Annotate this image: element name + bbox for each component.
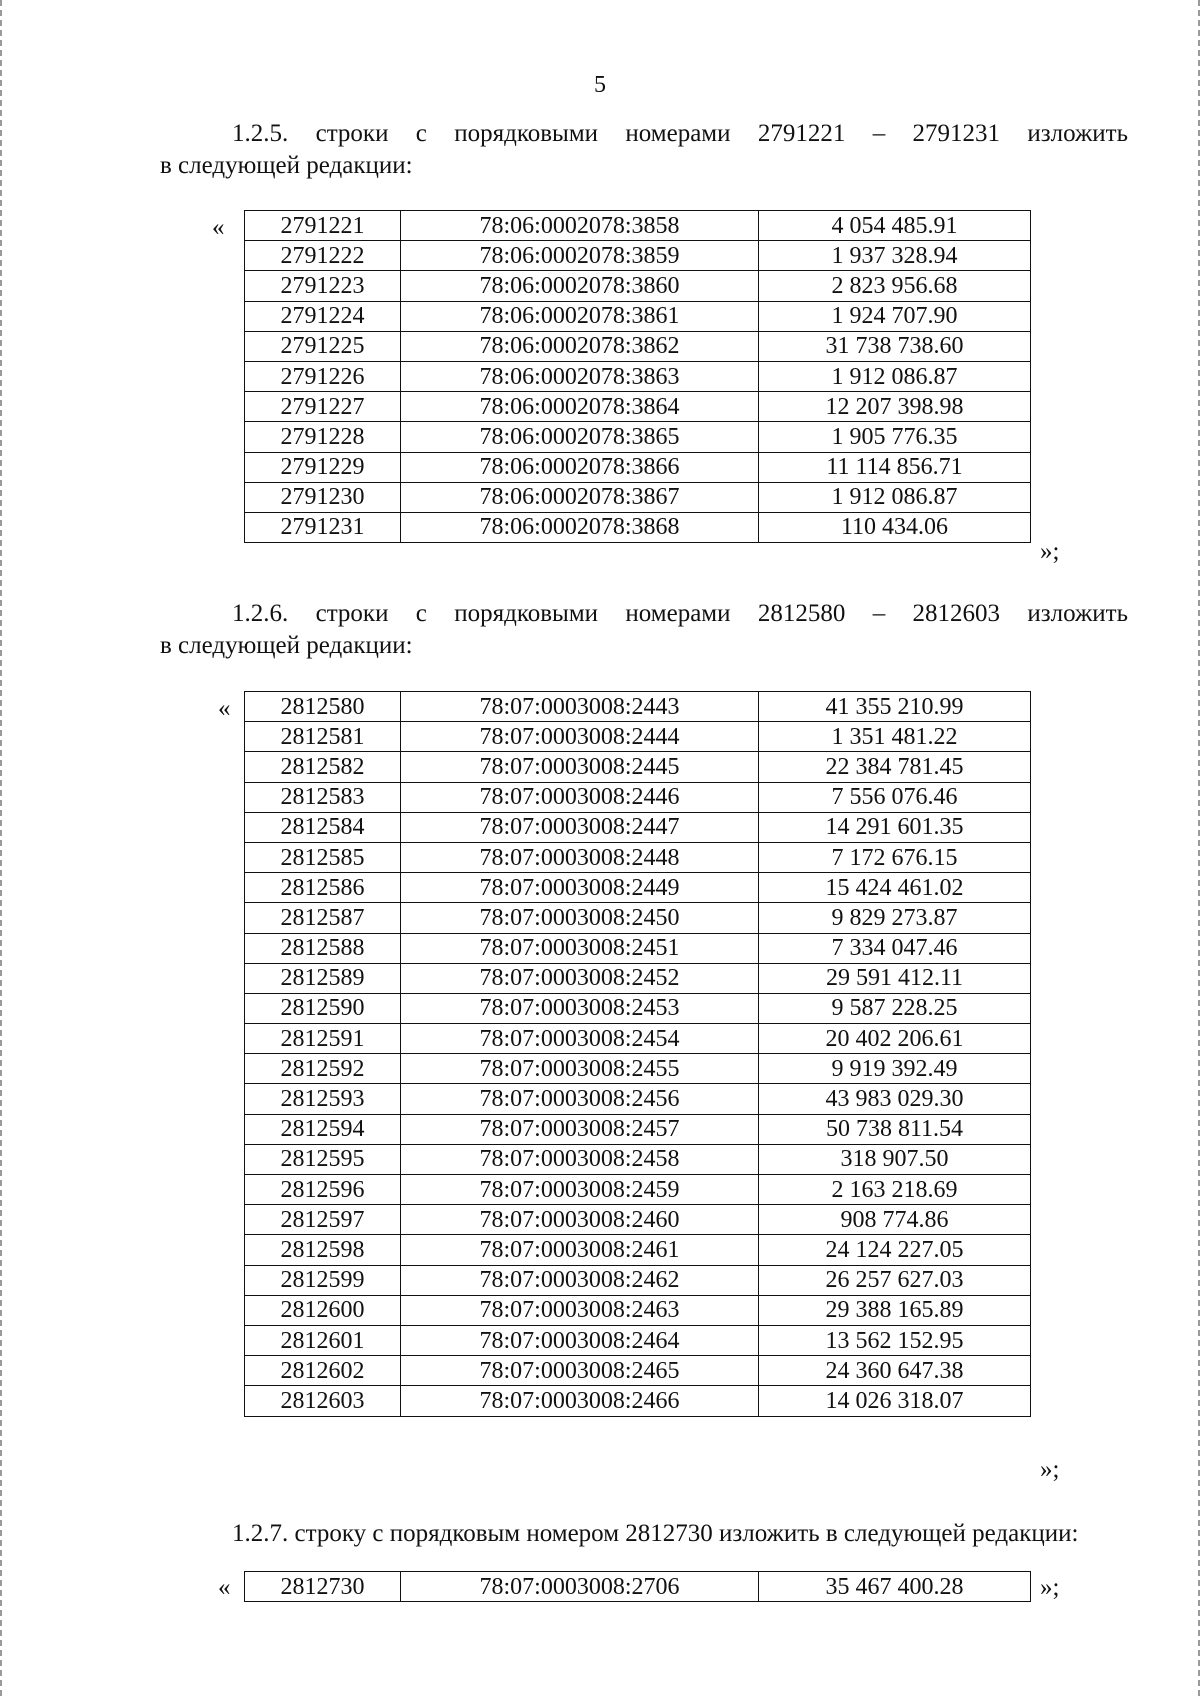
table-row bbox=[245, 1205, 1031, 1235]
section-1-2-6-heading bbox=[160, 598, 1128, 662]
value-cell: 24 124 227.05 bbox=[759, 1235, 1031, 1265]
value-cell: 35 467 400.28 bbox=[759, 1572, 1031, 1602]
value-cell: 31 738 738.60 bbox=[759, 331, 1031, 361]
value-cell: 50 738 811.54 bbox=[759, 1114, 1031, 1144]
table-row bbox=[245, 361, 1031, 391]
row-number-cell: 2791225 bbox=[245, 331, 401, 361]
cadastral-number-cell: 78:06:0002078:3868 bbox=[401, 512, 759, 542]
row-number-cell: 2791230 bbox=[245, 482, 401, 512]
table-row bbox=[245, 963, 1031, 993]
cadastral-number-cell: 78:06:0002078:3866 bbox=[401, 452, 759, 482]
cadastral-number-cell: 78:07:0003008:2452 bbox=[401, 963, 759, 993]
value-cell: 41 355 210.99 bbox=[759, 692, 1031, 722]
table-row bbox=[245, 782, 1031, 812]
quote-close: »; bbox=[1040, 1574, 1060, 1601]
section-1-2-7-heading bbox=[160, 1518, 1128, 1550]
value-cell: 318 907.50 bbox=[759, 1144, 1031, 1174]
cadastral-number-cell: 78:06:0002078:3863 bbox=[401, 361, 759, 391]
quote-close: »; bbox=[1040, 538, 1060, 565]
value-cell: 9 829 273.87 bbox=[759, 903, 1031, 933]
section-heading-line-1: 1.2.7. строку с порядковым номером 2812730 изложить в следующей редакции: bbox=[232, 1520, 1079, 1547]
table-section-1-2-5 bbox=[244, 210, 1031, 543]
row-number-cell: 2812592 bbox=[245, 1054, 401, 1084]
cadastral-number-cell: 78:07:0003008:2462 bbox=[401, 1265, 759, 1295]
cadastral-number-cell: 78:07:0003008:2465 bbox=[401, 1356, 759, 1386]
table-row bbox=[245, 993, 1031, 1023]
cadastral-number-cell: 78:07:0003008:2461 bbox=[401, 1235, 759, 1265]
row-number-cell: 2791226 bbox=[245, 361, 401, 391]
section-heading-line-2: в следующей редакции: bbox=[160, 632, 413, 659]
value-cell: 908 774.86 bbox=[759, 1205, 1031, 1235]
cadastral-number-cell: 78:07:0003008:2455 bbox=[401, 1054, 759, 1084]
table-row bbox=[245, 1572, 1031, 1602]
value-cell: 1 924 707.90 bbox=[759, 301, 1031, 331]
section-1-2-5-heading bbox=[160, 118, 1128, 182]
table-row bbox=[245, 301, 1031, 331]
row-number-cell: 2791223 bbox=[245, 271, 401, 301]
value-cell: 24 360 647.38 bbox=[759, 1356, 1031, 1386]
cadastral-number-cell: 78:06:0002078:3859 bbox=[401, 241, 759, 271]
quote-open: « bbox=[218, 1574, 231, 1601]
row-number-cell: 2812596 bbox=[245, 1175, 401, 1205]
table-row bbox=[245, 211, 1031, 241]
row-number-cell: 2812582 bbox=[245, 752, 401, 782]
table-row bbox=[245, 331, 1031, 361]
table-row bbox=[245, 1144, 1031, 1174]
cadastral-number-cell: 78:07:0003008:2449 bbox=[401, 873, 759, 903]
cadastral-number-cell: 78:07:0003008:2447 bbox=[401, 812, 759, 842]
scan-right-edge bbox=[1195, 0, 1200, 1696]
page-number: 5 bbox=[594, 72, 606, 98]
table-row bbox=[245, 1235, 1031, 1265]
value-cell: 1 905 776.35 bbox=[759, 422, 1031, 452]
cadastral-number-cell: 78:07:0003008:2458 bbox=[401, 1144, 759, 1174]
table-row bbox=[245, 512, 1031, 542]
row-number-cell: 2812601 bbox=[245, 1325, 401, 1355]
value-cell: 20 402 206.61 bbox=[759, 1024, 1031, 1054]
table-section-1-2-6 bbox=[244, 691, 1031, 1417]
cadastral-number-cell: 78:07:0003008:2454 bbox=[401, 1024, 759, 1054]
section-heading-line-1: 1.2.6. строки с порядковыми номерами 2812580 – 2812603 изложить bbox=[232, 600, 1128, 627]
value-cell: 12 207 398.98 bbox=[759, 392, 1031, 422]
row-number-cell: 2812594 bbox=[245, 1114, 401, 1144]
value-cell: 1 937 328.94 bbox=[759, 241, 1031, 271]
row-number-cell: 2812589 bbox=[245, 963, 401, 993]
cadastral-number-cell: 78:07:0003008:2456 bbox=[401, 1084, 759, 1114]
table-row bbox=[245, 752, 1031, 782]
table-row bbox=[245, 1325, 1031, 1355]
cadastral-number-cell: 78:07:0003008:2443 bbox=[401, 692, 759, 722]
row-number-cell: 2812597 bbox=[245, 1205, 401, 1235]
row-number-cell: 2812588 bbox=[245, 933, 401, 963]
row-number-cell: 2791228 bbox=[245, 422, 401, 452]
table-row bbox=[245, 722, 1031, 752]
table-row bbox=[245, 692, 1031, 722]
table-row bbox=[245, 903, 1031, 933]
value-cell: 7 556 076.46 bbox=[759, 782, 1031, 812]
value-cell: 1 912 086.87 bbox=[759, 361, 1031, 391]
section-heading-line-2: в следующей редакции: bbox=[160, 152, 413, 179]
row-number-cell: 2812586 bbox=[245, 873, 401, 903]
row-number-cell: 2812593 bbox=[245, 1084, 401, 1114]
quote-open: « bbox=[218, 695, 231, 722]
table-row bbox=[245, 1295, 1031, 1325]
value-cell: 22 384 781.45 bbox=[759, 752, 1031, 782]
value-cell: 11 114 856.71 bbox=[759, 452, 1031, 482]
cadastral-number-cell: 78:06:0002078:3864 bbox=[401, 392, 759, 422]
cadastral-number-cell: 78:07:0003008:2464 bbox=[401, 1325, 759, 1355]
table-row bbox=[245, 1084, 1031, 1114]
table-row bbox=[245, 933, 1031, 963]
value-cell: 14 026 318.07 bbox=[759, 1386, 1031, 1416]
value-cell: 2 823 956.68 bbox=[759, 271, 1031, 301]
row-number-cell: 2812602 bbox=[245, 1356, 401, 1386]
table-row bbox=[245, 1356, 1031, 1386]
table-row bbox=[245, 392, 1031, 422]
table-row bbox=[245, 452, 1031, 482]
cadastral-number-cell: 78:07:0003008:2450 bbox=[401, 903, 759, 933]
value-cell: 7 334 047.46 bbox=[759, 933, 1031, 963]
value-cell: 1 912 086.87 bbox=[759, 482, 1031, 512]
row-number-cell: 2791221 bbox=[245, 211, 401, 241]
table-row bbox=[245, 873, 1031, 903]
value-cell: 7 172 676.15 bbox=[759, 842, 1031, 872]
scan-left-edge bbox=[0, 0, 5, 1696]
table-row bbox=[245, 241, 1031, 271]
cadastral-number-cell: 78:07:0003008:2451 bbox=[401, 933, 759, 963]
row-number-cell: 2812580 bbox=[245, 692, 401, 722]
cadastral-number-cell: 78:06:0002078:3858 bbox=[401, 211, 759, 241]
table-row bbox=[245, 812, 1031, 842]
section-heading-line-1: 1.2.5. строки с порядковыми номерами 2791221 – 2791231 изложить bbox=[232, 120, 1128, 147]
row-number-cell: 2812591 bbox=[245, 1024, 401, 1054]
table-row bbox=[245, 1175, 1031, 1205]
value-cell: 13 562 152.95 bbox=[759, 1325, 1031, 1355]
value-cell: 29 591 412.11 bbox=[759, 963, 1031, 993]
table-row bbox=[245, 482, 1031, 512]
cadastral-number-cell: 78:07:0003008:2460 bbox=[401, 1205, 759, 1235]
table-row bbox=[245, 1386, 1031, 1416]
table-row bbox=[245, 271, 1031, 301]
cadastral-number-cell: 78:07:0003008:2463 bbox=[401, 1295, 759, 1325]
row-number-cell: 2791231 bbox=[245, 512, 401, 542]
cadastral-number-cell: 78:07:0003008:2448 bbox=[401, 842, 759, 872]
table-section-1-2-7 bbox=[244, 1571, 1031, 1602]
value-cell: 2 163 218.69 bbox=[759, 1175, 1031, 1205]
value-cell: 43 983 029.30 bbox=[759, 1084, 1031, 1114]
quote-close: »; bbox=[1040, 1456, 1060, 1483]
row-number-cell: 2812599 bbox=[245, 1265, 401, 1295]
row-number-cell: 2812603 bbox=[245, 1386, 401, 1416]
row-number-cell: 2791224 bbox=[245, 301, 401, 331]
cadastral-number-cell: 78:07:0003008:2453 bbox=[401, 993, 759, 1023]
row-number-cell: 2812581 bbox=[245, 722, 401, 752]
value-cell: 110 434.06 bbox=[759, 512, 1031, 542]
value-cell: 1 351 481.22 bbox=[759, 722, 1031, 752]
table-row bbox=[245, 1024, 1031, 1054]
value-cell: 14 291 601.35 bbox=[759, 812, 1031, 842]
row-number-cell: 2812598 bbox=[245, 1235, 401, 1265]
value-cell: 29 388 165.89 bbox=[759, 1295, 1031, 1325]
row-number-cell: 2812583 bbox=[245, 782, 401, 812]
value-cell: 9 587 228.25 bbox=[759, 993, 1031, 1023]
cadastral-number-cell: 78:07:0003008:2706 bbox=[401, 1572, 759, 1602]
row-number-cell: 2812590 bbox=[245, 993, 401, 1023]
cadastral-number-cell: 78:06:0002078:3865 bbox=[401, 422, 759, 452]
cadastral-number-cell: 78:06:0002078:3862 bbox=[401, 331, 759, 361]
table-row bbox=[245, 842, 1031, 872]
value-cell: 15 424 461.02 bbox=[759, 873, 1031, 903]
row-number-cell: 2812587 bbox=[245, 903, 401, 933]
cadastral-number-cell: 78:06:0002078:3867 bbox=[401, 482, 759, 512]
table-row bbox=[245, 1114, 1031, 1144]
row-number-cell: 2791227 bbox=[245, 392, 401, 422]
row-number-cell: 2791222 bbox=[245, 241, 401, 271]
table-row bbox=[245, 1054, 1031, 1084]
cadastral-number-cell: 78:06:0002078:3861 bbox=[401, 301, 759, 331]
row-number-cell: 2812584 bbox=[245, 812, 401, 842]
cadastral-number-cell: 78:07:0003008:2446 bbox=[401, 782, 759, 812]
cadastral-number-cell: 78:07:0003008:2445 bbox=[401, 752, 759, 782]
value-cell: 4 054 485.91 bbox=[759, 211, 1031, 241]
row-number-cell: 2812600 bbox=[245, 1295, 401, 1325]
value-cell: 26 257 627.03 bbox=[759, 1265, 1031, 1295]
table-row bbox=[245, 422, 1031, 452]
quote-open: « bbox=[212, 214, 225, 241]
cadastral-number-cell: 78:07:0003008:2457 bbox=[401, 1114, 759, 1144]
cadastral-number-cell: 78:07:0003008:2466 bbox=[401, 1386, 759, 1416]
value-cell: 9 919 392.49 bbox=[759, 1054, 1031, 1084]
cadastral-number-cell: 78:07:0003008:2459 bbox=[401, 1175, 759, 1205]
row-number-cell: 2791229 bbox=[245, 452, 401, 482]
cadastral-number-cell: 78:06:0002078:3860 bbox=[401, 271, 759, 301]
row-number-cell: 2812595 bbox=[245, 1144, 401, 1174]
cadastral-number-cell: 78:07:0003008:2444 bbox=[401, 722, 759, 752]
table-row bbox=[245, 1265, 1031, 1295]
row-number-cell: 2812585 bbox=[245, 842, 401, 872]
row-number-cell: 2812730 bbox=[245, 1572, 401, 1602]
